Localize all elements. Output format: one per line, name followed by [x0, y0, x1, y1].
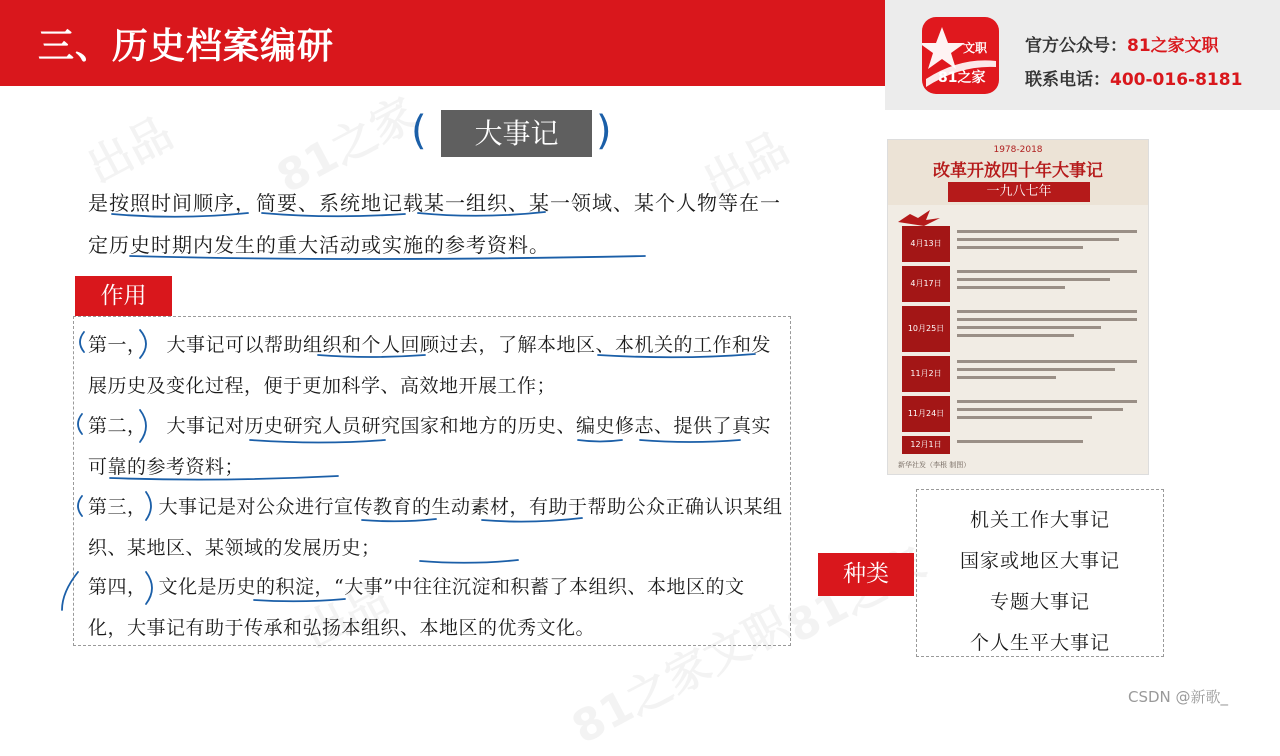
function-heading: 第一，	[88, 334, 147, 356]
phone-value: 400-016-8181	[1110, 70, 1243, 90]
account-value: 81之家文职	[1127, 36, 1219, 56]
brand-account	[1025, 31, 1219, 56]
types-label: 种类	[818, 553, 914, 596]
poster-date: 11月2日	[902, 356, 950, 392]
poster-date: 12月1日	[902, 436, 950, 454]
type-item: 机关工作大事记	[969, 509, 1110, 531]
poster-year-range: 1978-2018	[993, 145, 1043, 155]
poster-text-lines	[957, 360, 1137, 384]
function-item-1	[88, 325, 783, 407]
function-item-3	[88, 487, 783, 569]
function-body: 文化是历史的积淀，“大事”中往往沉淀和积蓄了本组织、本地区的文化，大事记有助于传承和弘扬本组织、本地区的优秀文化。	[88, 576, 745, 639]
function-item-2	[88, 406, 783, 488]
timeline-poster-image	[887, 139, 1149, 475]
functions-box	[73, 316, 791, 646]
function-body: 大事记是对公众进行宣传教育的生动素材，有助于帮助公众正确认识某组织、某地区、某领域的发展历史；	[88, 496, 783, 559]
type-item: 国家或地区大事记	[959, 550, 1120, 572]
left-bracket-mark: (	[411, 108, 427, 154]
poster-date: 4月13日	[902, 226, 950, 262]
poster-text-lines	[957, 270, 1137, 294]
page-title: 三、历史档案编研	[38, 26, 335, 67]
account-label: 官方公众号：	[1025, 36, 1127, 56]
topic-title: 大事记	[441, 110, 592, 157]
type-item: 个人生平大事记	[969, 632, 1110, 654]
poster-title: 改革开放四十年大事记	[933, 161, 1103, 181]
poster-date: 11月24日	[902, 396, 950, 432]
right-bracket-mark: )	[596, 108, 612, 154]
poster-date: 10月25日	[902, 306, 950, 352]
function-item-4	[88, 567, 783, 649]
poster-year: 一九八七年	[948, 182, 1090, 202]
brand-logo	[922, 17, 999, 94]
dove-icon	[896, 208, 946, 228]
function-body: 大事记对历史研究人员研究国家和地方的历史、编史修志、提供了真实可靠的参考资料；	[88, 415, 772, 478]
poster-footer: 新华社发（李根 制图）	[898, 461, 971, 469]
brand-phone	[1025, 65, 1242, 90]
functions-label: 作用	[75, 276, 172, 316]
credit-text: CSDN @新歌_	[1128, 688, 1229, 706]
logo-text-top: 文职	[963, 41, 988, 55]
poster-text-lines	[957, 310, 1137, 342]
types-box	[916, 489, 1164, 657]
logo-text-bottom: 81之家	[938, 70, 986, 86]
function-heading: 第三，	[88, 496, 147, 518]
function-heading: 第二，	[88, 415, 147, 437]
definition-text: 是按照时间顺序，简要、系统地记载某一组织、某一领域、某个人物等在一定历史时期内发生的重大活动或实施的参考资料。	[88, 191, 781, 257]
function-body: 大事记可以帮助组织和个人回顾过去，了解本地区、本机关的工作和发展历史及变化过程，便于更加科学、高效地开展工作；	[88, 334, 772, 397]
function-heading: 第四，	[88, 576, 147, 598]
poster-text-lines	[957, 230, 1137, 254]
phone-label: 联系电话：	[1025, 70, 1110, 90]
poster-text-lines	[957, 440, 1137, 448]
poster-text-lines	[957, 400, 1137, 424]
type-item: 专题大事记	[989, 591, 1090, 613]
poster-date: 4月17日	[902, 266, 950, 302]
